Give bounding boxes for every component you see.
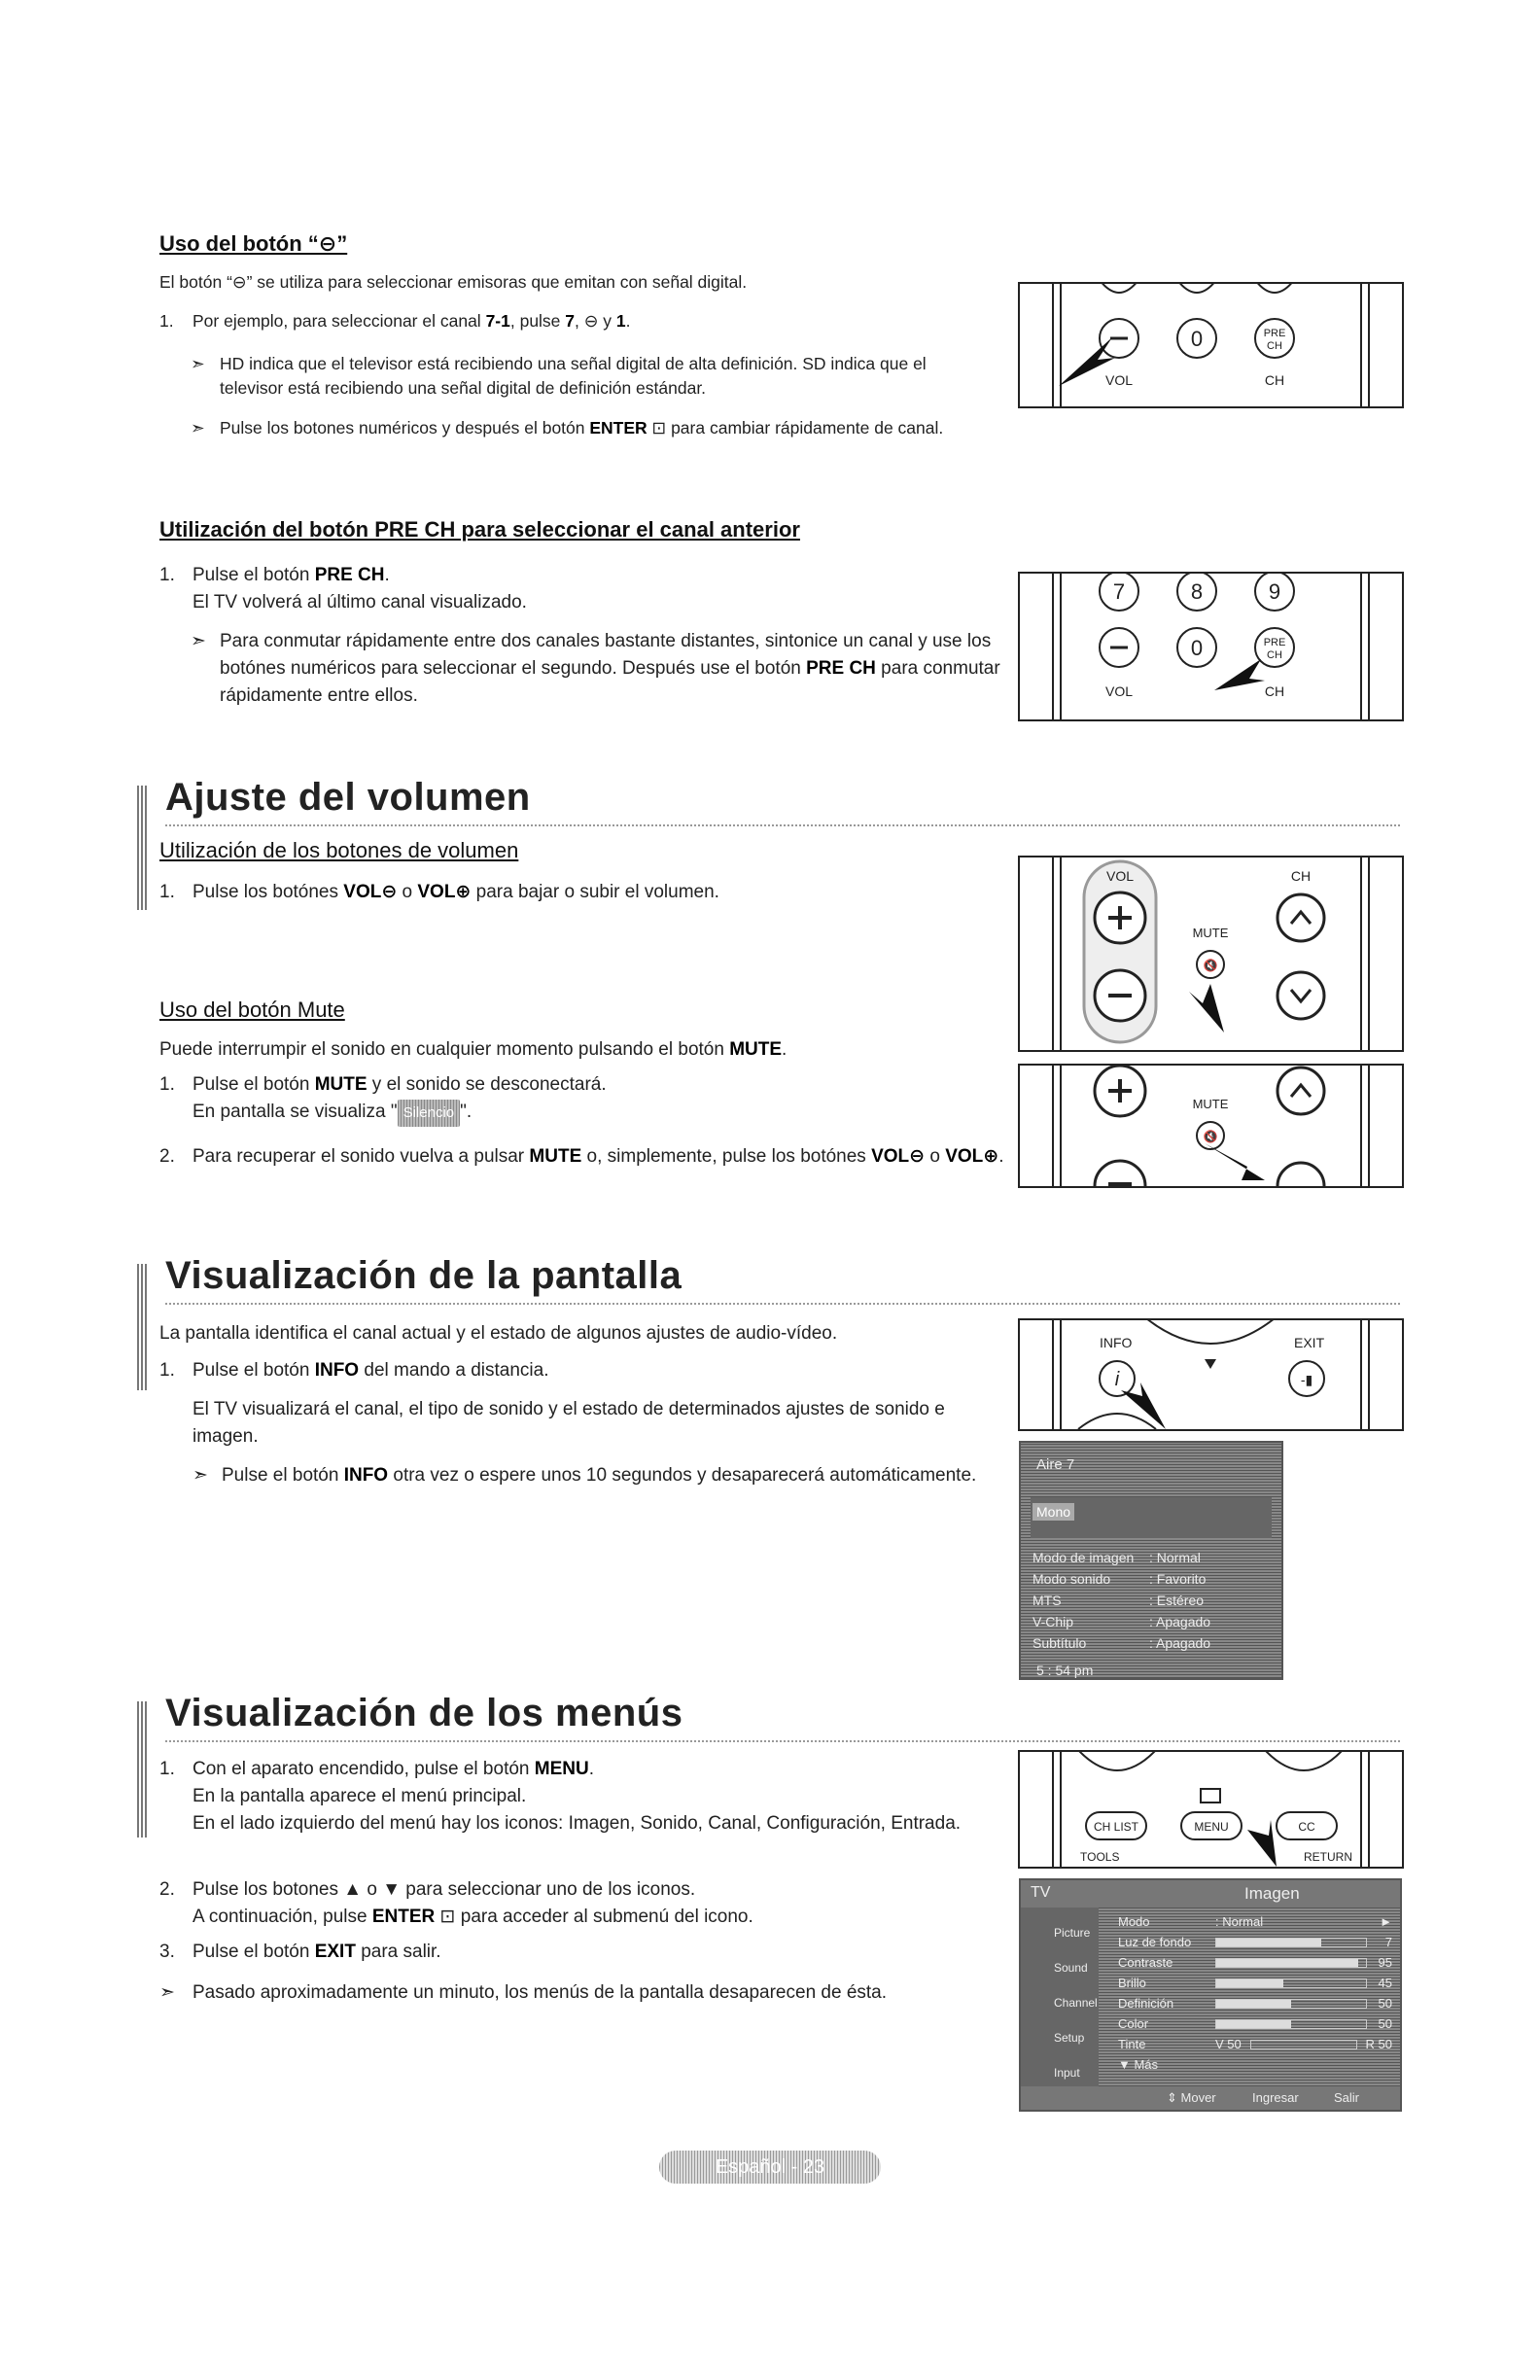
svg-text:VOL: VOL xyxy=(1104,683,1134,699)
info-sound-mode: Mono xyxy=(1032,1503,1074,1521)
svg-text:PRE: PRE xyxy=(1263,637,1286,648)
menus-note: ➣ Pasado aproximadamente un minuto, los menús de la pantalla desaparecen de ésta. xyxy=(159,1982,888,2003)
svg-text:VOL: VOL xyxy=(1105,868,1135,884)
dash-intro: El botón “⊖” se utiliza para seleccionar emisoras que emitan con señal digital. xyxy=(159,272,748,292)
tab-picture[interactable]: Picture xyxy=(1054,1926,1091,1940)
remote-image-info xyxy=(1018,1318,1404,1431)
info-time: 5 : 54 pm xyxy=(1036,1662,1094,1678)
mute-step-1: 1. Pulse el botón MUTE y el sonido se desconectará. En pantalla se visualiza " Silencio ". xyxy=(159,1071,1005,1127)
heading-stripe xyxy=(137,1701,149,1838)
svg-text:7: 7 xyxy=(1112,579,1126,604)
svg-text:-▮: -▮ xyxy=(1300,1372,1313,1387)
menu-row: ▼ Más xyxy=(1118,2057,1159,2072)
display-step-1-detail: El TV visualizará el canal, el tipo de sonido y el estado de determinados ajustes de sonido e imagen. xyxy=(192,1399,945,1447)
mute-step-2: 2. Para recuperar el sonido vuelva a pulsar MUTE o, simplemente, pulse los botónes VOL⊖ o VOL⊕. xyxy=(159,1146,1004,1167)
svg-text:🔇: 🔇 xyxy=(1203,959,1218,972)
remote-image-mute xyxy=(1018,1064,1404,1188)
svg-text:CH: CH xyxy=(1267,649,1282,661)
vol-label: VOL xyxy=(1104,372,1134,388)
svg-text:EXIT: EXIT xyxy=(1294,1335,1325,1350)
svg-text:i: i xyxy=(1114,1369,1120,1390)
dash-step-1: 1. Por ejemplo, para seleccionar el canal 7-1, pulse 7, ⊖ y 1. xyxy=(159,311,631,331)
heading-stripe xyxy=(137,1264,149,1390)
menu-tabs xyxy=(1021,1915,1099,2090)
heading-volume: Ajuste del volumen xyxy=(165,776,531,819)
level-fill xyxy=(1216,1939,1321,1946)
display-note: ➣ Pulse el botón INFO otra vez o espere unos 10 segundos y desaparecerá automáticamente. xyxy=(192,1465,977,1486)
prech-step-1: 1. Pulse el botón PRE CH. El TV volverá al último canal visualizado. xyxy=(159,565,527,612)
menus-step-1: 1. Con el aparato encendido, pulse el botón MENU. En la pantalla aparece el menú principal. En el lado izquierdo del menú hay los iconos: Imagen, Sonido, Canal, Configuración, Entrada. xyxy=(159,1759,962,1834)
heading-menus: Visualización de los menús xyxy=(165,1692,683,1734)
svg-text:CH: CH xyxy=(1264,683,1285,699)
tab-setup[interactable]: Setup xyxy=(1054,2031,1085,2045)
remote-image-menu xyxy=(1018,1750,1404,1869)
menu-title: Imagen xyxy=(1244,1884,1300,1903)
level-fill xyxy=(1216,2000,1291,2008)
pointer-arrow-icon xyxy=(1214,659,1265,690)
menu-row: Tinte V 50 R 50 xyxy=(1118,2037,1392,2051)
dash-note-hd: ➣ HD indica que el televisor está recibiendo una señal digital de alta definición. SD indica que el televisor está recibiendo una señal digital de definición estándar. xyxy=(191,354,927,398)
btn-0: 0 xyxy=(1190,327,1204,351)
level-fill xyxy=(1216,1959,1358,1967)
ch-label: CH xyxy=(1264,372,1285,388)
svg-text:CC: CC xyxy=(1298,1820,1315,1834)
pointer-arrow-icon xyxy=(1189,984,1224,1032)
mute-intro: Puede interrumpir el sonido en cualquier momento pulsando el botón MUTE. xyxy=(159,1039,788,1060)
display-intro: La pantalla identifica el canal actual y el estado de algunos ajustes de audio-vídeo. xyxy=(159,1323,838,1344)
svg-text:INFO: INFO xyxy=(1100,1335,1133,1350)
menu-row: Modo : Normal ► xyxy=(1118,1914,1392,1929)
menu-row: Contraste 95 xyxy=(1118,1955,1392,1970)
remote-image-volume xyxy=(1018,856,1404,1052)
dash-note-enter: ➣ Pulse los botones numéricos y después el botón ENTER ⊡ para cambiar rápidamente de canal. xyxy=(191,418,944,438)
svg-text:CH: CH xyxy=(1267,340,1282,352)
tab-sound[interactable]: Sound xyxy=(1054,1961,1088,1975)
svg-text:0: 0 xyxy=(1190,636,1204,660)
info-screen xyxy=(1019,1441,1283,1680)
info-channel: Aire 7 xyxy=(1036,1456,1075,1473)
heading-stripe xyxy=(137,786,149,910)
section-title-dash-button: Uso del botón “⊖” xyxy=(159,231,348,256)
tab-channel[interactable]: Channel xyxy=(1054,1996,1098,2010)
volume-step-1: 1. Pulse los botónes VOL⊖ o VOL⊕ para bajar o subir el volumen. xyxy=(159,882,719,902)
page-number: Español - 23 xyxy=(659,2151,881,2184)
prech-note: ➣ Para conmutar rápidamente entre dos canales bastante distantes, sintonice un canal y use los botónes numéricos para seleccionar el segundo. Después use el botón PRE CH para conmutar rápidamente entre ellos. xyxy=(191,631,1000,706)
silencio-badge: Silencio xyxy=(398,1100,461,1127)
heading-rule xyxy=(165,1303,1400,1305)
svg-text:9: 9 xyxy=(1268,579,1281,604)
section-title-volume-buttons: Utilización de los botones de volumen xyxy=(159,838,519,862)
pointer-arrow-icon xyxy=(1247,1820,1277,1867)
info-rows: Modo de imagen : Normal Modo sonido : Favorito MTS : Estéreo V-Chip : Apagado Subtítulo : Apagado xyxy=(1032,1550,1211,1651)
menus-step-2: 2. Pulse los botones ▲ o ▼ para seleccionar uno de los iconos. A continuación, pulse ENTER ⊡ para acceder al submenú del icono. xyxy=(159,1879,753,1927)
svg-text:MENU: MENU xyxy=(1194,1820,1229,1834)
remote-image-dash xyxy=(1018,282,1404,408)
level-fill xyxy=(1216,1979,1283,1987)
section-title-pre-ch: Utilización del botón PRE CH para seleccionar el canal anterior xyxy=(159,517,800,542)
svg-text:RETURN: RETURN xyxy=(1304,1850,1352,1864)
heading-rule xyxy=(165,1740,1400,1742)
section-title-mute: Uso del botón Mute xyxy=(159,998,345,1022)
display-step-1: 1. Pulse el botón INFO del mando a distancia. xyxy=(159,1360,549,1381)
tab-input[interactable]: Input xyxy=(1054,2066,1080,2080)
menu-rows xyxy=(1118,1911,1392,2075)
svg-text:8: 8 xyxy=(1190,579,1204,604)
heading-display: Visualización de la pantalla xyxy=(165,1254,682,1297)
svg-text:PRE: PRE xyxy=(1263,328,1286,339)
menu-tv-label: TV xyxy=(1031,1884,1051,1901)
pointer-arrow-icon xyxy=(1205,1143,1265,1180)
svg-text:MUTE: MUTE xyxy=(1192,926,1229,940)
level-fill xyxy=(1216,2020,1291,2028)
menu-screen xyxy=(1019,1878,1402,2112)
remote-image-pre-ch xyxy=(1018,572,1404,721)
heading-rule xyxy=(165,824,1400,826)
menu-row: Color 50 xyxy=(1118,2016,1392,2031)
menu-row: Brillo 45 xyxy=(1118,1976,1392,1990)
menu-row: Luz de fondo 7 xyxy=(1118,1935,1392,1949)
menu-footer: ⇕ Mover Ingresar Salir xyxy=(1021,2086,1400,2110)
svg-text:🔇: 🔇 xyxy=(1203,1130,1218,1143)
svg-text:CH: CH xyxy=(1290,868,1312,884)
menus-step-3: 3. Pulse el botón EXIT para salir. xyxy=(159,1942,441,1962)
svg-text:MUTE: MUTE xyxy=(1192,1097,1229,1111)
menu-row: Definición 50 xyxy=(1118,1996,1392,2011)
svg-text:TOOLS: TOOLS xyxy=(1080,1850,1120,1864)
svg-text:CH LIST: CH LIST xyxy=(1093,1820,1139,1834)
